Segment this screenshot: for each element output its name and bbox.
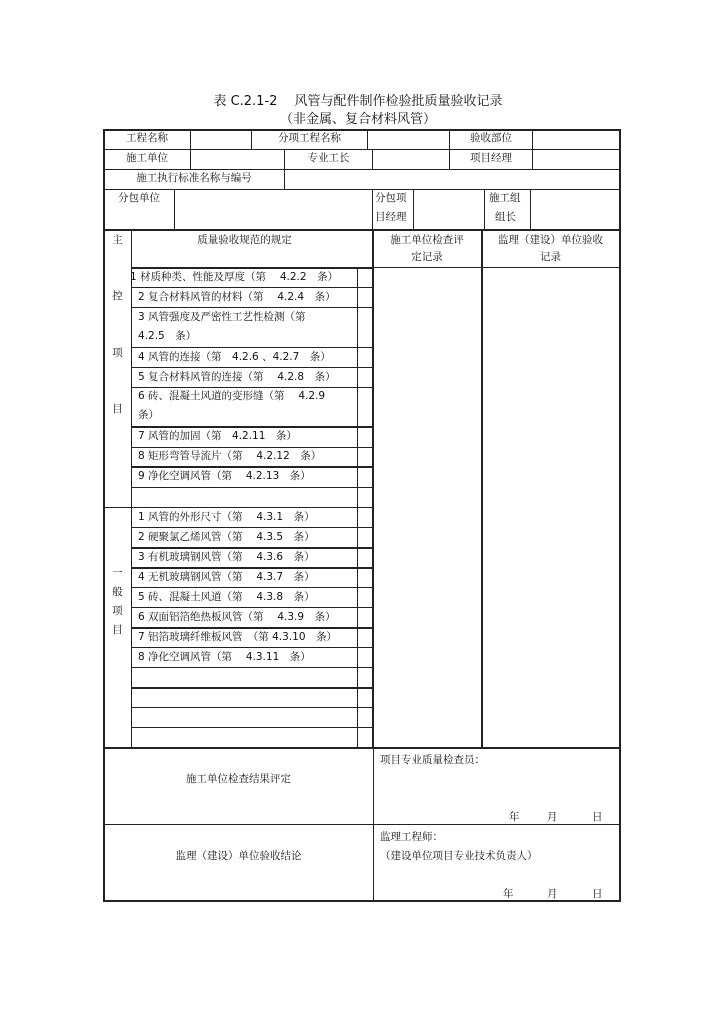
main-item-6: 6 砖、混凝土风道的变形缝（第 4.2.9 [138, 390, 326, 402]
row-line [132, 307, 373, 308]
col-line [484, 190, 485, 230]
col-line [357, 268, 358, 748]
col-line [372, 150, 373, 170]
foreman-label: 专业工长 [307, 152, 350, 164]
row-line [132, 727, 373, 728]
general-label-4: 目 [112, 624, 123, 636]
main-item-8: 8 矩形弯管导流片（第 4.2.12 条） [138, 450, 322, 462]
main-item-6-cont: 条） [138, 409, 159, 421]
main-control-label-3: 项 [112, 347, 123, 359]
row-line [132, 447, 373, 448]
sub-manager-label-1: 分包项 [375, 192, 407, 204]
engineer-label: 监理工程师： [380, 831, 443, 843]
row-line [132, 426, 373, 428]
main-item-9: 9 净化空调风管（第 4.2.13 条） [138, 470, 311, 482]
row-line [132, 647, 373, 648]
construction-unit-label: 施工单位 [126, 152, 168, 164]
date-year-2: 年 [503, 888, 514, 900]
row-line [104, 824, 620, 825]
row-line [132, 547, 373, 549]
col-line [413, 190, 414, 230]
date-year-1: 年 [509, 811, 520, 823]
general-label-1: 一 [112, 567, 123, 579]
general-item-8: 8 净化空调风管（第 4.3.11 条） [138, 651, 311, 663]
main-item-2: 2 复合材料风管的材料（第 4.2.4 条） [138, 291, 336, 303]
form-title: 表 C.2.1-2 风管与配件制作检验批质量验收记录 [213, 94, 503, 109]
col-line [372, 231, 374, 748]
row-line [132, 466, 373, 468]
row-line [132, 707, 373, 708]
row-line [132, 567, 373, 569]
team-leader-label-2: 组长 [495, 211, 516, 223]
team-leader-label-1: 施工组 [489, 192, 521, 204]
project-manager-label: 项目经理 [470, 152, 512, 164]
subproject-name-label: 分项工程名称 [278, 132, 341, 144]
row-line [104, 149, 620, 150]
general-label-2: 般 [112, 586, 123, 598]
date-day-1: 日 [592, 811, 603, 823]
col-line [373, 749, 374, 901]
acceptance-part-label: 验收部位 [470, 132, 512, 144]
general-item-3: 3 有机玻璃钢风管（第 4.3.6 条） [138, 551, 315, 563]
col-line [372, 190, 373, 230]
row-line [132, 367, 373, 368]
project-name-label: 工程名称 [126, 132, 168, 144]
standard-label: 施工执行标准名称与编号 [136, 172, 252, 184]
col-line [174, 190, 175, 230]
col-line [532, 130, 533, 150]
general-item-7: 7 铝箔玻璃纤维板风管 （第 4.3.10 条） [138, 631, 338, 643]
spec-header: 质量验收规范的规定 [197, 234, 292, 246]
col-line [190, 130, 191, 150]
col-line [530, 190, 531, 230]
supervise-header-1: 监理（建设）单位验收 [498, 234, 603, 246]
general-item-2: 2 硬聚氯乙烯风管（第 4.3.5 条） [138, 531, 315, 543]
inspector-label: 项目专业质量检查员： [380, 754, 485, 766]
row-line [132, 387, 373, 388]
main-item-3: 3 风管强度及严密性工艺性检测（第 [138, 311, 306, 323]
row-line [132, 687, 373, 689]
supervise-conclusion-label: 监理（建设）单位验收结论 [175, 850, 302, 862]
general-item-1: 1 风管的外形尺寸（第 4.3.1 条） [138, 511, 315, 523]
main-item-1: 1 材质种类、性能及厚度（第 4.2.2 条） [130, 271, 339, 283]
form-subtitle: （非金属、复合材料风管） [279, 112, 436, 127]
row-line [104, 747, 620, 749]
supervise-header-2: 记录 [540, 251, 561, 263]
row-line [132, 487, 373, 488]
engineer-note: （建设单位项目专业技术负责人） [380, 850, 538, 862]
main-item-3-cont: 4.2.5 条） [138, 330, 197, 342]
col-line [131, 231, 132, 748]
col-line [284, 170, 285, 190]
general-label-3: 项 [112, 605, 123, 617]
col-line [481, 231, 483, 748]
col-line [190, 150, 191, 170]
row-line [132, 587, 373, 588]
row-line [132, 667, 373, 668]
row-line [104, 229, 620, 231]
main-item-5: 5 复合材料风管的连接（第 4.2.8 条） [138, 371, 336, 383]
row-line [104, 169, 620, 170]
col-line [367, 130, 368, 150]
main-control-label-1: 主 [112, 234, 123, 246]
date-month-2: 月 [547, 888, 558, 900]
row-line [132, 527, 373, 528]
row-line [132, 287, 373, 288]
row-line [132, 267, 373, 269]
row-line [132, 347, 373, 348]
row-line [373, 267, 619, 268]
main-item-7: 7 风管的加固（第 4.2.11 条） [138, 430, 297, 442]
date-month-1: 月 [547, 811, 558, 823]
subcontractor-label: 分包单位 [118, 192, 160, 204]
general-item-5: 5 砖、混凝土风道（第 4.3.8 条） [138, 591, 315, 603]
check-header-2: 定记录 [411, 251, 443, 263]
row-line [132, 607, 373, 608]
row-line [104, 189, 620, 190]
row-line [104, 507, 373, 508]
general-item-6: 6 双面铝箔绝热板风管（第 4.3.9 条） [138, 611, 336, 623]
row-line [132, 627, 373, 629]
check-header-1: 施工单位检查评 [390, 234, 464, 246]
general-item-4: 4 无机玻璃钢风管（第 4.3.7 条） [138, 571, 315, 583]
construction-eval-label: 施工单位检查结果评定 [186, 773, 291, 785]
date-day-2: 日 [592, 888, 603, 900]
table-border-bottom [103, 900, 621, 902]
table-border-right [619, 129, 621, 902]
main-item-4: 4 风管的连接（第 4.2.6 、4.2.7 条） [138, 351, 331, 363]
main-control-label-2: 控 [112, 290, 123, 302]
sub-manager-label-2: 目经理 [375, 211, 407, 223]
main-control-label-4: 目 [112, 403, 123, 415]
col-line [532, 150, 533, 170]
